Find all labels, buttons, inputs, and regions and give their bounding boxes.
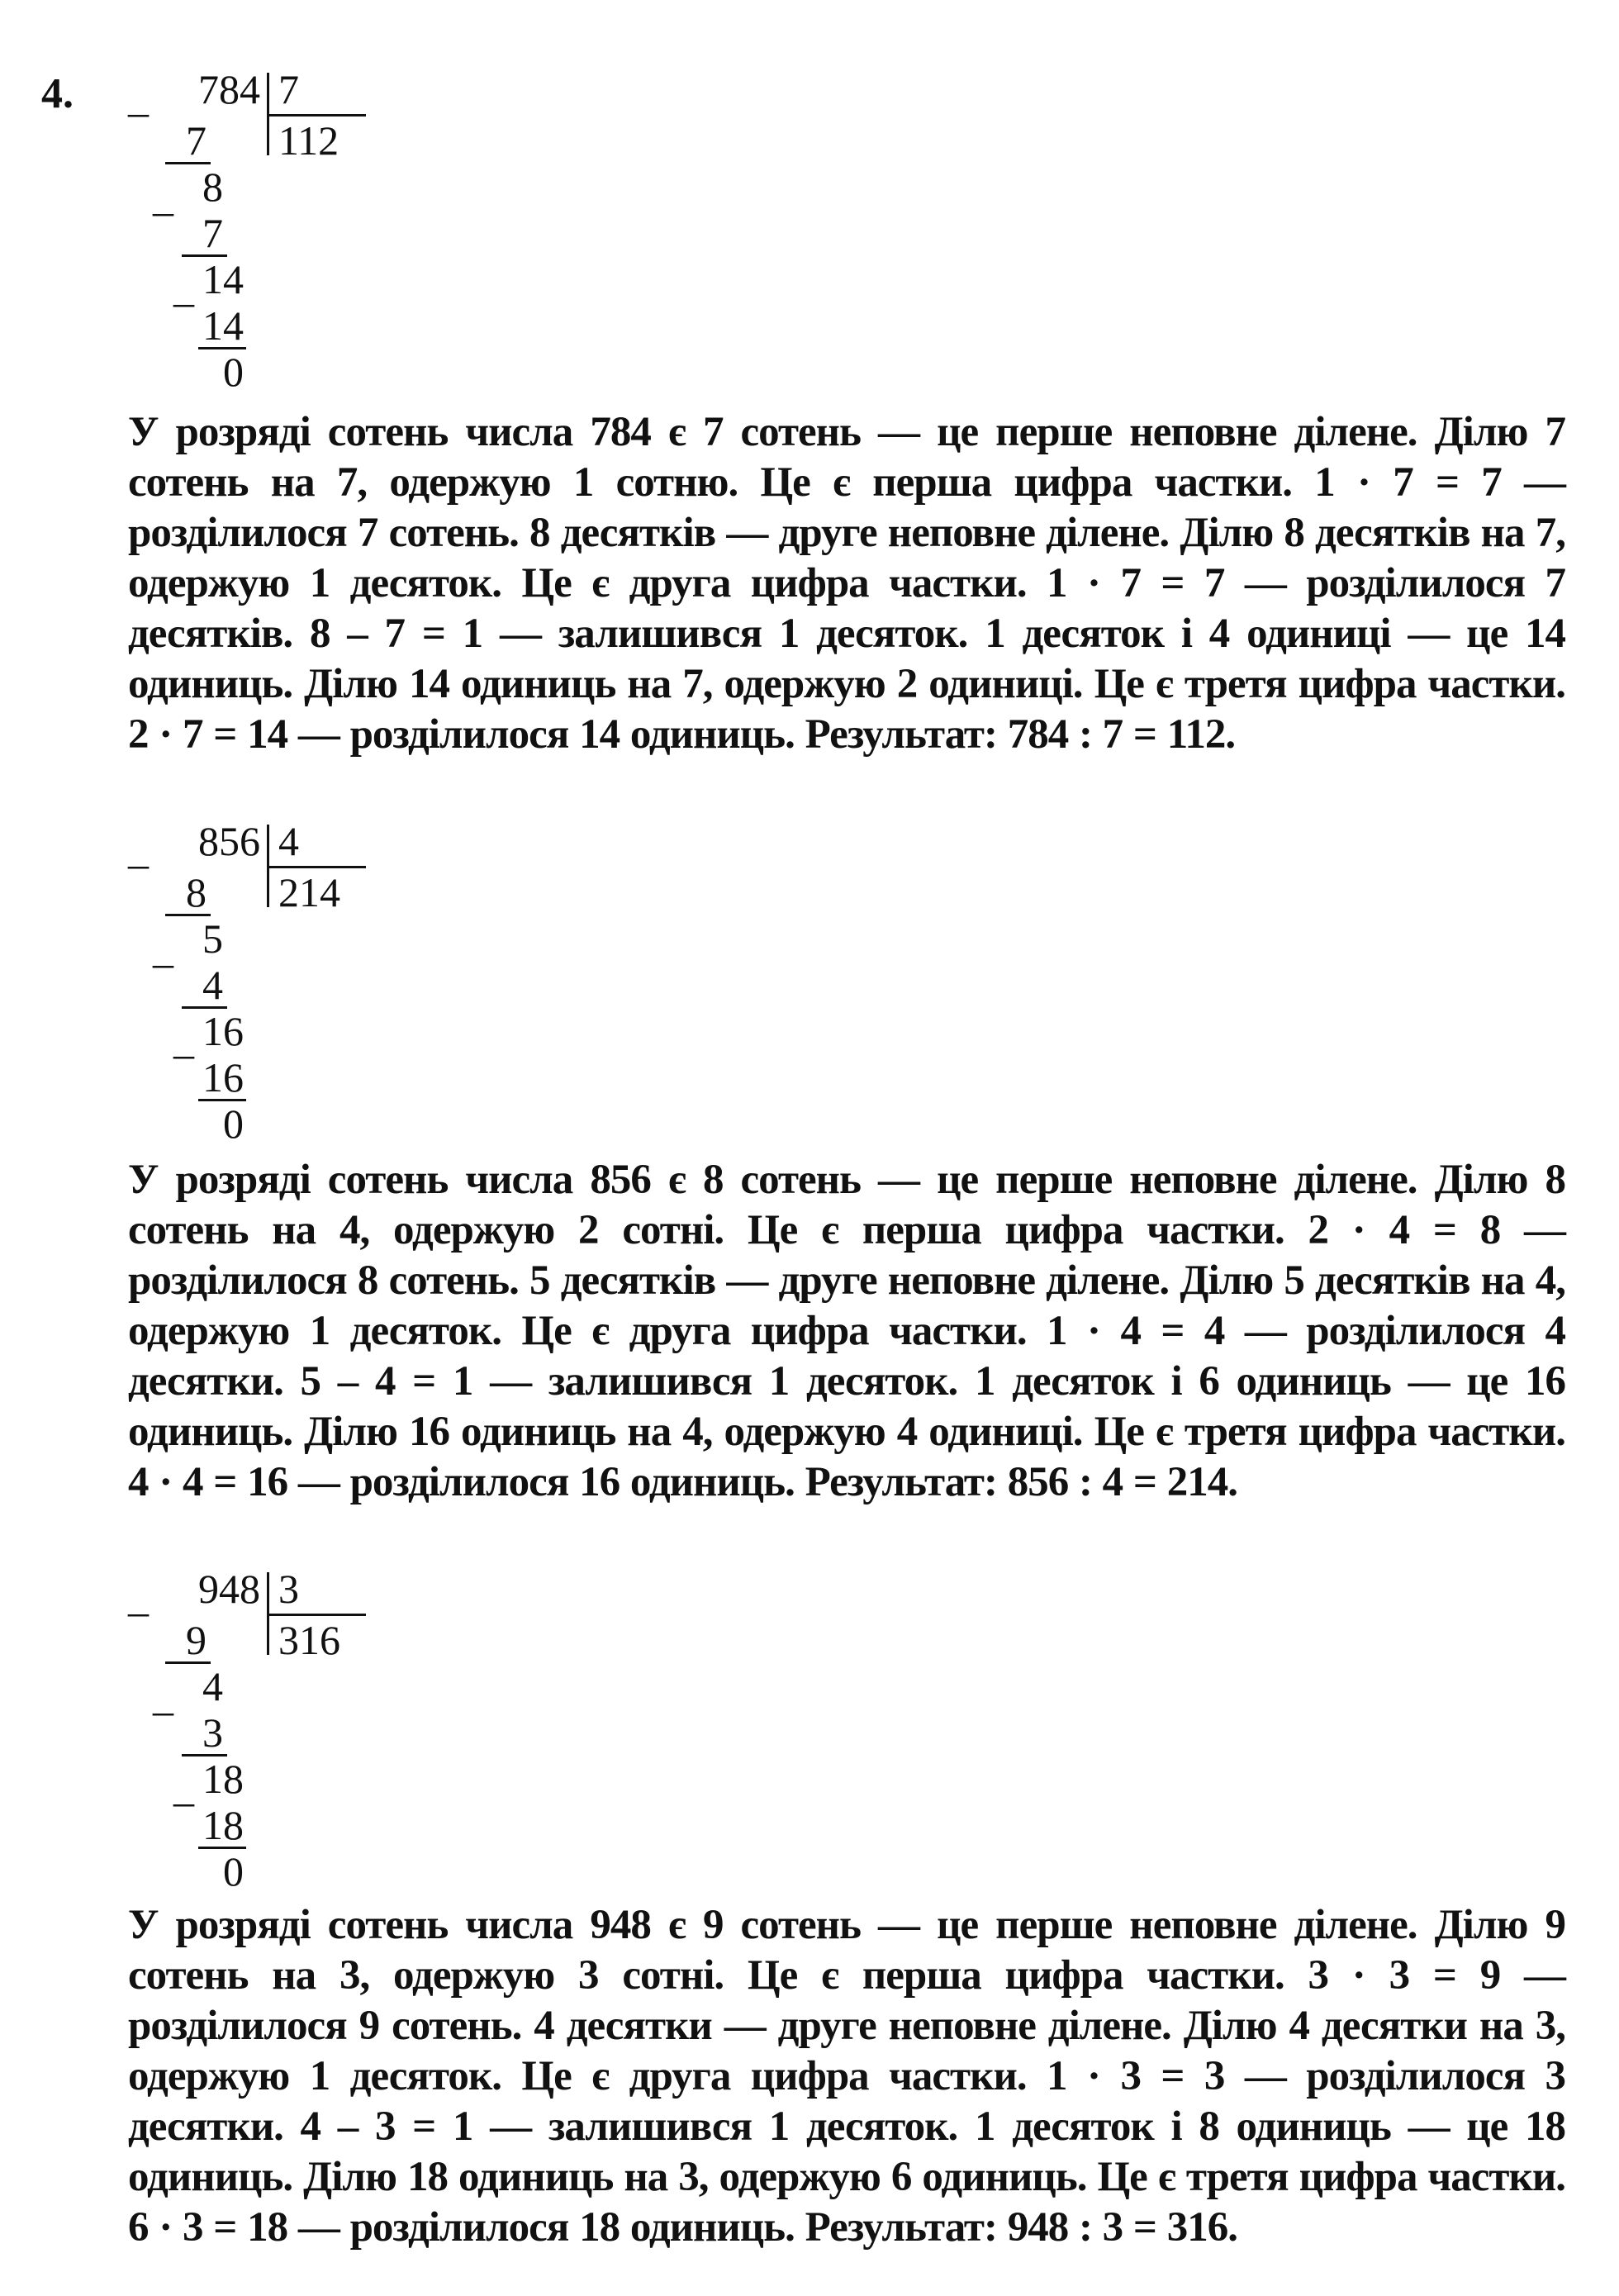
- step-subtrahend: 14: [202, 302, 244, 349]
- step-subtrahend: 18: [202, 1802, 244, 1848]
- step-partial: 5: [202, 915, 223, 962]
- minus-sign: _: [173, 264, 194, 311]
- divisor: 3: [278, 1566, 299, 1612]
- step-subtrahend: 7: [202, 210, 223, 256]
- divisor: 7: [278, 66, 299, 112]
- exercise-number: 4.: [41, 70, 74, 117]
- explanation-paragraph-3: У розряді сотень числа 948 є 9 сотень — це перше неповне ділене. Ділю 9 сотень на 3, одержую 3 сотні. Це є перша цифра частки. 3 · 3 = 9 — розділилося 9 сотень. 4 десятки — друге неповне ділене. Ділю 4 десятки на 3, одержую 1 десяток. Це є друга цифра частки. 1 · 3 = 3 — розділилося 3 десятки. 4 – 3 = 1 — залишився 1 десяток. 1 десяток і 8 одиниць — це 18 одиниць. Ділю 18 одиниць на 3, одержую 6 одиниць. Це є третя цифра частки. 6 · 3 = 18 — розділилося 18 одиниць. Результат: 948 : 3 = 316.: [128, 1902, 1565, 2251]
- quotient-line: [267, 114, 366, 116]
- minus-sign: _: [128, 1574, 149, 1620]
- step-subtrahend: 4: [202, 962, 223, 1008]
- minus-sign: _: [153, 1673, 173, 1719]
- quotient: 316: [278, 1617, 340, 1663]
- quotient-line: [267, 866, 366, 868]
- step-subtrahend: 7: [186, 117, 207, 164]
- step-subtrahend: 8: [186, 869, 207, 915]
- minus-sign: _: [173, 1016, 194, 1062]
- quotient-line: [267, 1614, 366, 1616]
- step-remainder: 0: [223, 349, 244, 395]
- minus-sign: _: [153, 174, 173, 220]
- explanation-paragraph-2: У розряді сотень числа 856 є 8 сотень — це перше неповне ділене. Ділю 8 сотень на 4, одержую 2 сотні. Це є перша цифра частки. 2 · 4 = 8 — розділилося 8 сотень. 5 десятків — друге неповне ділене. Ділю 5 десятків на 4, одержую 1 десяток. Це є друга цифра частки. 1 · 4 = 4 — розділилося 4 десятки. 5 – 4 = 1 — залишився 1 десяток. 1 десяток і 6 одиниць — це 16 одиниць. Ділю 16 одиниць на 4, одержую 4 одиниці. Це є третя цифра частки. 4 · 4 = 16 — розділилося 16 одиниць. Результат: 856 : 4 = 214.: [128, 1157, 1565, 1505]
- step-partial: 14: [202, 256, 244, 302]
- step-partial: 8: [202, 164, 223, 210]
- step-remainder: 0: [223, 1848, 244, 1894]
- explanation-paragraph-1: У розряді сотень числа 784 є 7 сотень — це перше неповне ділене. Ділю 7 сотень на 7, одержую 1 сотню. Це є перша цифра частки. 1 · 7 = 7 — розділилося 7 сотень. 8 десятків — друге неповне ділене. Ділю 8 десятків на 7, одержую 1 десяток. Це є друга цифра частки. 1 · 7 = 7 — розділилося 7 десятків. 8 – 7 = 1 — залишився 1 десяток. 1 десяток і 4 одиниці — це 14 одиниць. Ділю 14 одиниць на 7, одержую 2 одиниці. Це є третя цифра частки. 2 · 7 = 14 — розділилося 14 одиниць. Результат: 784 : 7 = 112.: [128, 409, 1565, 758]
- dividend: 948: [198, 1566, 260, 1612]
- divisor: 4: [278, 818, 299, 864]
- minus-sign: _: [173, 1764, 194, 1810]
- minus-sign: _: [128, 74, 149, 121]
- quotient: 112: [278, 117, 339, 164]
- long-division-1: [128, 66, 401, 405]
- step-partial: 16: [202, 1008, 244, 1054]
- dividend: 856: [198, 818, 260, 864]
- step-remainder: 0: [223, 1100, 244, 1147]
- long-division-3: [128, 1566, 401, 1904]
- minus-sign: _: [153, 925, 173, 972]
- long-division-2: [128, 818, 401, 1157]
- minus-sign: _: [128, 826, 149, 872]
- step-subtrahend: 3: [202, 1709, 223, 1756]
- quotient: 214: [278, 869, 340, 915]
- step-subtrahend: 9: [186, 1617, 207, 1663]
- step-subtrahend: 16: [202, 1054, 244, 1100]
- step-partial: 18: [202, 1756, 244, 1802]
- dividend: 784: [198, 66, 260, 112]
- step-partial: 4: [202, 1663, 223, 1709]
